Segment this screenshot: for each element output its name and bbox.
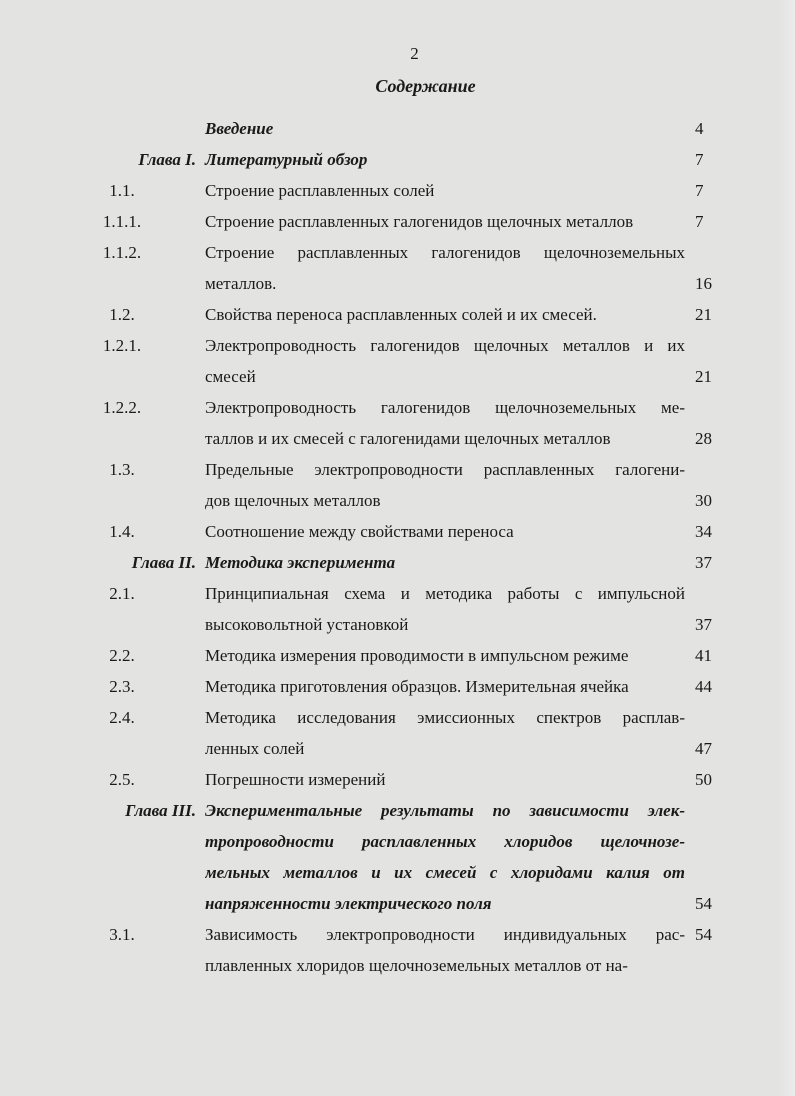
toc-entry-line: Электропроводность галогенидов щелочных металлов и их: [205, 336, 685, 355]
toc-entry: [0, 578, 795, 640]
toc-entry-line: Свойства переноса расплавленных солей и их смесей.: [205, 305, 597, 324]
toc-page-number: 4: [695, 119, 704, 138]
toc-page-number: 30: [695, 491, 712, 510]
toc-entry-line: Принципиальная схема и методика работы с импульсной: [205, 584, 685, 603]
toc-entry-line: Электропроводность галогенидов щелочноземельных ме-: [205, 398, 685, 417]
toc-entry-title: [205, 702, 685, 764]
toc-entry-line: Введение: [205, 119, 274, 138]
toc-page-number: 7: [695, 181, 704, 200]
section-number: 2.2.: [109, 646, 135, 665]
toc-entry-title: [205, 764, 685, 795]
toc-page-number: 7: [695, 212, 704, 231]
toc-entry: [0, 516, 795, 547]
toc-entry: [0, 640, 795, 671]
section-number: 1.1.: [109, 181, 135, 200]
toc-entry-title: [205, 919, 685, 981]
toc-entry-title: [205, 144, 685, 175]
toc-entry: [0, 113, 795, 144]
toc-entry-line: мельных металлов и их смесей с хлоридами калия от: [205, 863, 685, 882]
toc-page-number: 37: [695, 615, 712, 634]
toc-entry: [0, 175, 795, 206]
toc-entry-line: Погрешности измерений: [205, 770, 386, 789]
chapter-label: Глава I.: [138, 150, 196, 169]
toc-entry-title: [205, 206, 685, 237]
section-number: 2.5.: [109, 770, 135, 789]
toc-entry-line: Строение расплавленных галогенидов щелочноземельных: [205, 243, 685, 262]
toc-page-number: 7: [695, 150, 704, 169]
toc-entry-line: Строение расплавленных галогенидов щелочных металлов: [205, 212, 634, 231]
toc-entry-line: высоковольтной установкой: [205, 615, 409, 634]
toc-entry-title: [205, 392, 685, 454]
toc-entry: [0, 144, 795, 175]
toc-entry-line: напряженности электрического поля: [205, 894, 492, 913]
section-number: 2.4.: [109, 708, 135, 727]
toc-entry-title: [205, 547, 685, 578]
toc-entry-line: Предельные электропроводности расплавленных галогени-: [205, 460, 685, 479]
toc-entry-title: [205, 795, 685, 919]
toc-entry-title: [205, 640, 685, 671]
toc-entry: [0, 702, 795, 764]
toc-entry-line: Методика эксперимента: [205, 553, 396, 572]
section-number: 1.3.: [109, 460, 135, 479]
toc-entry-line: Соотношение между свойствами переноса: [205, 522, 514, 541]
toc-page-number: 47: [695, 739, 712, 758]
toc-entry-line: ленных солей: [205, 739, 305, 758]
chapter-label: Глава II.: [131, 553, 196, 572]
toc-entry-title: [205, 237, 685, 299]
toc-entry: [0, 795, 795, 919]
toc-entry: [0, 392, 795, 454]
toc-entry-line: Строение расплавленных солей: [205, 181, 435, 200]
toc-entry-line: металлов.: [205, 274, 277, 293]
section-number: 1.2.1.: [102, 336, 142, 355]
toc-entry-line: дов щелочных металлов: [205, 491, 381, 510]
toc-page-number: 28: [695, 429, 712, 448]
toc-entry: [0, 671, 795, 702]
toc-entry-line: плавленных хлоридов щелочноземельных металлов от на-: [205, 956, 628, 975]
toc-entry-line: смесей: [205, 367, 256, 386]
table-of-contents: [0, 113, 795, 981]
toc-entry-title: [205, 578, 685, 640]
toc-entry: [0, 330, 795, 392]
section-number: 1.1.1.: [102, 212, 142, 231]
toc-page-number: 44: [695, 677, 712, 696]
section-number: 1.1.2.: [102, 243, 142, 262]
toc-entry-line: тропроводности расплавленных хлоридов щелочнозе-: [205, 832, 685, 851]
toc-page-number: 21: [695, 305, 712, 324]
section-number: 3.1.: [109, 925, 135, 944]
toc-page-number: 50: [695, 770, 712, 789]
toc-page-number: 34: [695, 522, 712, 541]
toc-entry: [0, 764, 795, 795]
section-number: 2.3.: [109, 677, 135, 696]
toc-entry-line: Методика приготовления образцов. Измерительная ячейка: [205, 677, 629, 696]
section-number: 1.2.2.: [102, 398, 142, 417]
chapter-label: Глава III.: [125, 801, 196, 820]
toc-page-number: 16: [695, 274, 712, 293]
toc-entry-line: Методика измерения проводимости в импульсном режиме: [205, 646, 629, 665]
toc-entry-line: Литературный обзор: [205, 150, 368, 169]
toc-entry-title: [205, 113, 685, 144]
toc-entry-title: [205, 175, 685, 206]
toc-entry-line: таллов и их смесей с галогенидами щелочных металлов: [205, 429, 611, 448]
toc-entry: [0, 919, 795, 981]
toc-entry: [0, 454, 795, 516]
page-title: Содержание: [375, 76, 476, 96]
toc-entry: [0, 547, 795, 578]
page-number: 2: [410, 44, 419, 63]
section-number: 1.2.: [109, 305, 135, 324]
toc-entry: [0, 237, 795, 299]
toc-page-number: 54: [695, 925, 712, 944]
section-number: 1.4.: [109, 522, 135, 541]
toc-entry-title: [205, 330, 685, 392]
toc-page-number: 37: [695, 553, 712, 572]
toc-page-number: 41: [695, 646, 712, 665]
toc-page-number: 21: [695, 367, 712, 386]
scan-edge-shade: [777, 0, 795, 1096]
toc-page-number: 54: [695, 894, 712, 913]
toc-entry-title: [205, 671, 685, 702]
section-number: 2.1.: [109, 584, 135, 603]
toc-entry: [0, 206, 795, 237]
toc-entry-title: [205, 299, 685, 330]
toc-entry: [0, 299, 795, 330]
toc-entry-title: [205, 516, 685, 547]
toc-entry-title: [205, 454, 685, 516]
toc-entry-line: Методика исследования эмиссионных спектров расплав-: [205, 708, 685, 727]
toc-entry-line: Зависимость электропроводности индивидуальных рас-: [205, 925, 685, 944]
toc-entry-line: Экспериментальные результаты по зависимости элек-: [205, 801, 685, 820]
